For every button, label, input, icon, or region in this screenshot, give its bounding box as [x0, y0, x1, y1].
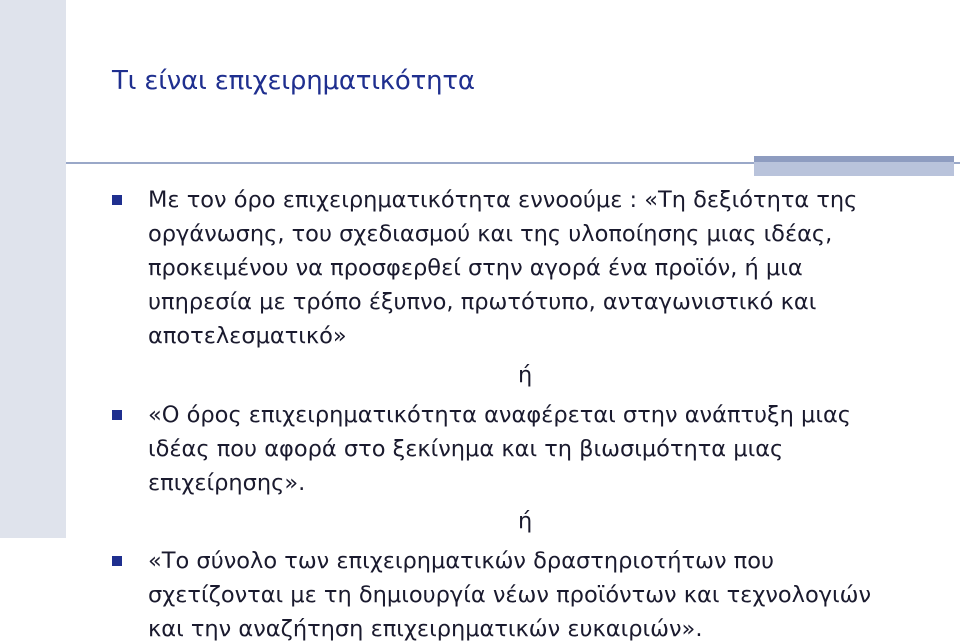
accent-bar-stripe [754, 156, 954, 162]
text-line: επιχείρησης». [148, 470, 306, 496]
bullet-marker [112, 195, 122, 205]
text-line: Με τον όρο επιχειρηματικότητα εννοούμε : «Τη δεξιότητα της [148, 187, 858, 213]
bullet-text-2 [148, 398, 851, 500]
bullet-text-1 [148, 183, 857, 353]
text-line: και την αναζήτηση επιχειρηματικών ευκαιριών». [148, 616, 703, 642]
text-line: «Το σύνολο των επιχειρηματικών δραστηριοτήτων που [148, 548, 775, 574]
text-line: «Ο όρος επιχειρηματικότητα αναφέρεται στην ανάπτυξη μιας [148, 402, 851, 428]
separator-or: ή [518, 508, 533, 534]
bullet-text-3 [148, 544, 871, 644]
text-line: σχετίζονται με τη δημιουργία νέων προϊόντων και τεχνολογιών [148, 582, 872, 608]
left-decorative-bar [0, 0, 66, 538]
separator-or: ή [518, 362, 533, 388]
text-line: ιδέας που αφορά στο ξεκίνημα και τη βιωσιμότητα μιας [148, 436, 784, 462]
bullet-marker [112, 410, 122, 420]
text-line: προκειμένου να προσφερθεί στην αγορά ένα προϊόν, ή μια [148, 255, 803, 281]
text-line: υπηρεσία με τρόπο έξυπνο, πρωτότυπο, ανταγωνιστικό και [148, 289, 817, 315]
slide-title: Τι είναι επιχειρηματικότητα [112, 66, 475, 96]
text-line: αποτελεσματικό» [148, 323, 347, 349]
bullet-marker [112, 556, 122, 566]
text-line: οργάνωσης, του σχεδιασμού και της υλοποίησης μιας ιδέας, [148, 221, 833, 247]
